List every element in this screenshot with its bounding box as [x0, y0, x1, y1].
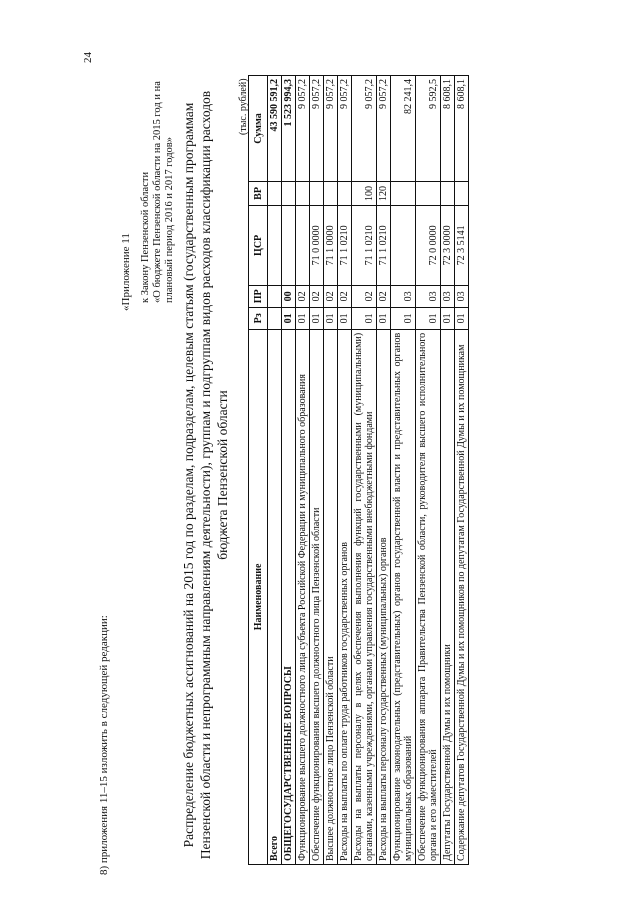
cell-rz: 01 — [455, 307, 469, 329]
cell-sum: 9 057,2 — [324, 76, 338, 182]
cell-rz: 01 — [377, 307, 391, 329]
table-row — [324, 76, 338, 865]
cell-pr: 02 — [338, 285, 352, 307]
document-title: Распределение бюджетных ассигнований на 2015 год по разделам, подразделам, целевым статьям (государственным программам Пензенской области и непрограммным направлениям деятельности), группам и подгруппам видов расходов классификации расходов бюджета Пензенской области — [181, 90, 230, 860]
cell-rz: 01 — [352, 307, 377, 329]
cell-name: Депутаты Государственной Думы и их помощники — [441, 329, 455, 864]
cell-vr — [282, 181, 296, 205]
table-header-row — [249, 76, 268, 865]
cell-rz: 01 — [416, 307, 441, 329]
cell-vr — [296, 181, 310, 205]
cell-sum: 9 057,2 — [310, 76, 324, 182]
cell-pr: 03 — [416, 285, 441, 307]
cell-csr: 72 3 0000 — [441, 205, 455, 285]
cell-name: Расходы на выплаты персоналу государственных (муниципальных) органов — [377, 329, 391, 864]
table-row — [455, 76, 469, 865]
cell-csr: 72 3 5141 — [455, 205, 469, 285]
cell-sum: 43 590 591,2 — [268, 76, 282, 182]
cell-vr — [268, 181, 282, 205]
cell-csr — [268, 205, 282, 285]
cell-name: Обеспечение функционирования высшего должностного лица Пензенской области — [310, 329, 324, 864]
cell-rz — [268, 307, 282, 329]
cell-csr: 71 1 0000 — [324, 205, 338, 285]
cell-name: ОБЩЕГОСУДАРСТВЕННЫЕ ВОПРОСЫ — [282, 329, 296, 864]
table-row — [282, 76, 296, 865]
cell-rz: 01 — [310, 307, 324, 329]
cell-pr: 03 — [455, 285, 469, 307]
cell-pr: 02 — [324, 285, 338, 307]
header-rz: Рз — [249, 307, 268, 329]
table-row — [352, 76, 377, 865]
table-row — [338, 76, 352, 865]
cell-vr: 100 — [352, 181, 377, 205]
cell-sum: 82 241,4 — [391, 76, 416, 182]
cell-vr — [416, 181, 441, 205]
cell-pr: 03 — [391, 285, 416, 307]
cell-pr: 02 — [296, 285, 310, 307]
cell-csr — [391, 205, 416, 285]
cell-csr: 71 1 0210 — [377, 205, 391, 285]
cell-sum: 9 057,2 — [352, 76, 377, 182]
table-row — [268, 76, 282, 865]
table-row — [310, 76, 324, 865]
cell-rz: 01 — [282, 307, 296, 329]
cell-pr: 02 — [352, 285, 377, 307]
table-row — [391, 76, 416, 865]
header-sum: Сумма — [249, 76, 268, 182]
table-row — [416, 76, 441, 865]
cell-pr: 03 — [441, 285, 455, 307]
cell-name: Обеспечение функционирования аппарата Правительства Пензенской области, руководителя высшего исполнительного органа и его заместителей — [416, 329, 441, 864]
cell-name: Функционирование законодательных (представительных) органов государственной власти и представительных органов муниципальных образований — [391, 329, 416, 864]
header-name: Наименование — [249, 329, 268, 864]
cell-name: Функционирование высшего должностного лица субъекта Российской Федерации и муниципального образования — [296, 329, 310, 864]
cell-vr: 120 — [377, 181, 391, 205]
cell-vr — [441, 181, 455, 205]
cell-csr — [296, 205, 310, 285]
cell-name: Расходы на выплаты по оплате труда работников государственных органов — [338, 329, 352, 864]
cell-pr: 02 — [377, 285, 391, 307]
cell-sum: 9 057,2 — [296, 76, 310, 182]
annex-label: «Приложение 11 — [120, 233, 132, 311]
cell-name: Расходы на выплаты персоналу в целях обеспечения выполнения функций государственными (муниципальными) органами, казенными учреждениями, органами управления государственными внебюджетными фондами — [352, 329, 377, 864]
table-row — [296, 76, 310, 865]
cell-rz: 01 — [441, 307, 455, 329]
table-row — [441, 76, 455, 865]
page-number: 24 — [82, 52, 94, 63]
header-pr: ПР — [249, 285, 268, 307]
cell-name: Высшее должностное лицо Пензенской области — [324, 329, 338, 864]
cell-sum: 8 608,1 — [441, 76, 455, 182]
table-body — [268, 76, 469, 865]
cell-pr: 00 — [282, 285, 296, 307]
cell-pr — [268, 285, 282, 307]
header-vr: ВР — [249, 181, 268, 205]
cell-csr: 71 1 0210 — [338, 205, 352, 285]
cell-sum: 9 057,2 — [377, 76, 391, 182]
cell-vr — [310, 181, 324, 205]
cell-csr: 72 0 0000 — [416, 205, 441, 285]
law-reference-line: к Закону Пензенской области — [140, 171, 151, 303]
header-csr: ЦСР — [249, 205, 268, 285]
cell-vr — [455, 181, 469, 205]
cell-rz: 01 — [296, 307, 310, 329]
law-reference-line: «О бюджете Пензенской области на 2015 год и на — [152, 81, 163, 303]
cell-name: Всего — [268, 329, 282, 864]
law-reference — [140, 81, 176, 303]
units-label: (тыс. рублей) — [238, 78, 249, 135]
cell-vr — [338, 181, 352, 205]
cell-vr — [391, 181, 416, 205]
budget-table — [248, 75, 469, 865]
cell-name: Содержание депутатов Государственной Думы и их помощников по депутатам Государственной Думы и их помощникам — [455, 329, 469, 864]
cell-rz: 01 — [324, 307, 338, 329]
law-reference-line: плановый период 2016 и 2017 годов» — [164, 137, 175, 303]
cell-csr: 71 1 0210 — [352, 205, 377, 285]
cell-sum: 8 608,1 — [455, 76, 469, 182]
cell-pr: 02 — [310, 285, 324, 307]
cell-vr — [324, 181, 338, 205]
cell-rz: 01 — [391, 307, 416, 329]
amendment-instruction: 8) приложения 11–15 изложить в следующей редакции: — [98, 615, 110, 875]
table-row — [377, 76, 391, 865]
cell-csr — [282, 205, 296, 285]
cell-sum: 1 523 994,3 — [282, 76, 296, 182]
cell-rz: 01 — [338, 307, 352, 329]
cell-sum: 9 592,5 — [416, 76, 441, 182]
cell-sum: 9 057,2 — [338, 76, 352, 182]
cell-csr: 71 0 0000 — [310, 205, 324, 285]
